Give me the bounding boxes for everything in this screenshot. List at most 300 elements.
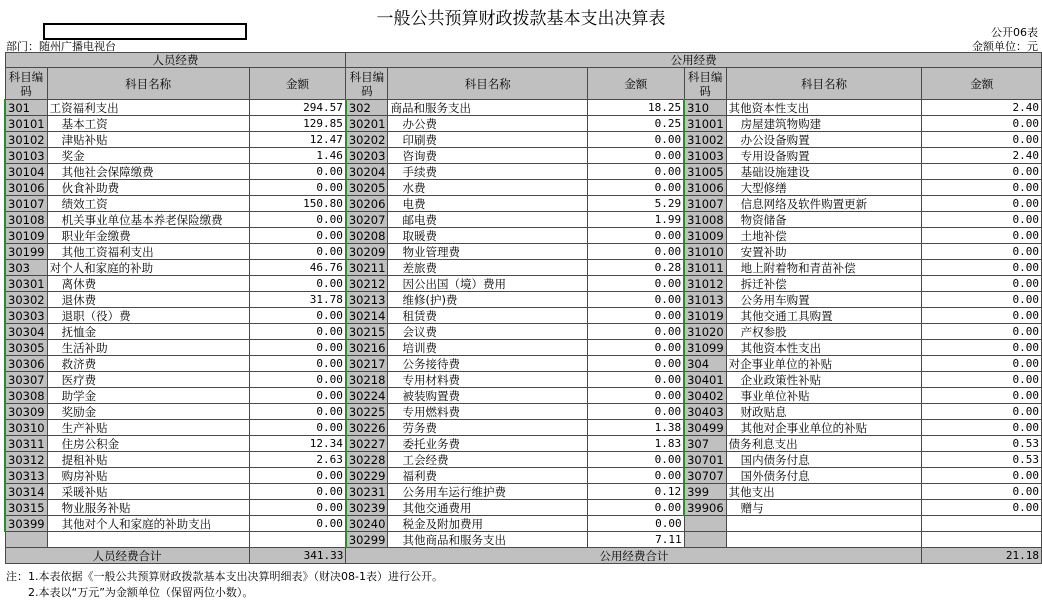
item-amount[interactable]: 0.00	[588, 516, 685, 532]
item-amount[interactable]: 0.00	[588, 324, 685, 340]
item-name[interactable]: 其他工资福利支出	[47, 244, 249, 260]
item-code[interactable]: 31005	[684, 164, 726, 180]
item-amount[interactable]: 0.00	[922, 276, 1042, 292]
item-name[interactable]: 其他资本性支出	[726, 100, 922, 116]
item-amount[interactable]: 0.00	[588, 308, 685, 324]
item-amount[interactable]: 0.00	[922, 388, 1042, 404]
item-name[interactable]: 拆迁补偿	[726, 276, 922, 292]
item-amount[interactable]: 0.00	[249, 212, 346, 228]
personnel-total-amount[interactable]: 341.33	[249, 548, 346, 564]
item-amount[interactable]: 0.00	[588, 164, 685, 180]
table-row	[5, 164, 1042, 180]
item-code[interactable]: 31010	[684, 244, 726, 260]
item-name[interactable]: 会议费	[388, 324, 588, 340]
item-name[interactable]: 信息网络及软件购置更新	[726, 196, 922, 212]
item-code[interactable]: 31006	[684, 180, 726, 196]
item-name[interactable]: 其他对企事业单位的补贴	[726, 420, 922, 436]
item-amount[interactable]: 0.00	[922, 372, 1042, 388]
item-code[interactable]: 30211	[346, 260, 388, 276]
table-row	[5, 148, 1042, 164]
item-name[interactable]: 机关事业单位基本养老保险缴费	[47, 212, 249, 228]
item-amount[interactable]: 0.00	[922, 484, 1042, 500]
section-personnel-header: 人员经费	[5, 53, 346, 68]
item-amount[interactable]: 129.85	[249, 116, 346, 132]
item-amount[interactable]: 1.46	[249, 148, 346, 164]
item-name[interactable]: 专用材料费	[388, 372, 588, 388]
item-code[interactable]: 30231	[346, 484, 388, 500]
item-name[interactable]: 其他交通工具购置	[726, 308, 922, 324]
item-code[interactable]: 31009	[684, 228, 726, 244]
item-name[interactable]: 提租补贴	[47, 452, 249, 468]
item-name[interactable]: 抚恤金	[47, 324, 249, 340]
item-code[interactable]: 30103	[5, 148, 47, 164]
item-code[interactable]: 30214	[346, 308, 388, 324]
item-code[interactable]: 301	[5, 100, 47, 116]
item-name[interactable]: 职业年金缴费	[47, 228, 249, 244]
item-code[interactable]: 30203	[346, 148, 388, 164]
item-name[interactable]: 工会经费	[388, 452, 588, 468]
item-amount[interactable]: 294.57	[249, 100, 346, 116]
item-name[interactable]: 国外债务付息	[726, 468, 922, 484]
section-public-header: 公用经费	[346, 53, 1042, 68]
note-line-2: 2.本表以“万元”为金额单位（保留两位小数）。	[6, 586, 254, 599]
table-row	[5, 452, 1042, 468]
item-code[interactable]: 30217	[346, 356, 388, 372]
item-amount[interactable]: 0.00	[922, 308, 1042, 324]
item-amount[interactable]: 0.53	[922, 436, 1042, 452]
table-row	[5, 228, 1042, 244]
item-amount[interactable]: 0.00	[922, 212, 1042, 228]
empty-cell[interactable]	[922, 516, 1042, 532]
item-code[interactable]: 30707	[684, 468, 726, 484]
item-name[interactable]: 基本工资	[47, 116, 249, 132]
item-code[interactable]: 30228	[346, 452, 388, 468]
item-code[interactable]: 39906	[684, 500, 726, 516]
item-code[interactable]: 31007	[684, 196, 726, 212]
item-amount[interactable]: 0.00	[588, 468, 685, 484]
item-amount[interactable]: 0.00	[249, 276, 346, 292]
item-name[interactable]: 伙食补助费	[47, 180, 249, 196]
item-name[interactable]: 助学金	[47, 388, 249, 404]
item-amount[interactable]: 0.00	[922, 292, 1042, 308]
item-name[interactable]: 咨询费	[388, 148, 588, 164]
item-name[interactable]: 公务用车运行维护费	[388, 484, 588, 500]
item-amount[interactable]: 0.00	[249, 388, 346, 404]
item-name[interactable]: 赠与	[726, 500, 922, 516]
item-code[interactable]: 30106	[5, 180, 47, 196]
table-row	[5, 372, 1042, 388]
item-code[interactable]: 30307	[5, 372, 47, 388]
item-amount[interactable]: 0.00	[249, 516, 346, 532]
item-name[interactable]: 物资储备	[726, 212, 922, 228]
item-name[interactable]: 对企事业单位的补贴	[726, 356, 922, 372]
item-code[interactable]: 30218	[346, 372, 388, 388]
table-row	[5, 196, 1042, 212]
item-name[interactable]: 房屋建筑物购建	[726, 116, 922, 132]
item-code[interactable]: 30101	[5, 116, 47, 132]
col-header-name: 科目名称	[388, 68, 588, 100]
col-header-amount: 金额	[249, 68, 346, 100]
item-code[interactable]: 30229	[346, 468, 388, 484]
item-code[interactable]: 30202	[346, 132, 388, 148]
item-code[interactable]: 307	[684, 436, 726, 452]
item-amount[interactable]: 0.00	[922, 420, 1042, 436]
amount-unit: 金额单位：元	[972, 40, 1038, 53]
item-code[interactable]: 30104	[5, 164, 47, 180]
item-code[interactable]: 30312	[5, 452, 47, 468]
item-amount[interactable]: 0.00	[922, 196, 1042, 212]
item-name[interactable]: 办公设备购置	[726, 132, 922, 148]
empty-cell[interactable]	[5, 532, 47, 548]
table-row	[5, 324, 1042, 340]
item-name[interactable]: 物业服务补贴	[47, 500, 249, 516]
table-row	[5, 276, 1042, 292]
item-code[interactable]: 31012	[684, 276, 726, 292]
table-row	[5, 132, 1042, 148]
col-header-name: 科目名称	[726, 68, 922, 100]
item-name[interactable]: 其他商品和服务支出	[388, 532, 588, 548]
item-code[interactable]: 399	[684, 484, 726, 500]
table-row	[5, 180, 1042, 196]
item-amount[interactable]: 2.40	[922, 100, 1042, 116]
item-amount[interactable]: 1.38	[588, 420, 685, 436]
item-code[interactable]: 30306	[5, 356, 47, 372]
table-row	[5, 244, 1042, 260]
item-amount[interactable]: 12.47	[249, 132, 346, 148]
department-label: 部门：随州广播电视台	[6, 40, 116, 53]
item-amount[interactable]: 0.00	[922, 260, 1042, 276]
public-total-amount[interactable]: 21.18	[922, 548, 1042, 564]
item-amount[interactable]: 0.00	[588, 244, 685, 260]
item-amount[interactable]: 0.00	[922, 468, 1042, 484]
item-code[interactable]: 30240	[346, 516, 388, 532]
item-code[interactable]: 31013	[684, 292, 726, 308]
item-name[interactable]: 租赁费	[388, 308, 588, 324]
item-code[interactable]: 30701	[684, 452, 726, 468]
item-name[interactable]: 企业政策性补贴	[726, 372, 922, 388]
item-name[interactable]: 债务利息支出	[726, 436, 922, 452]
item-amount[interactable]: 0.00	[922, 404, 1042, 420]
item-name[interactable]: 大型修缮	[726, 180, 922, 196]
item-name[interactable]: 邮电费	[388, 212, 588, 228]
item-name[interactable]: 印刷费	[388, 132, 588, 148]
item-code[interactable]: 31008	[684, 212, 726, 228]
item-name[interactable]: 因公出国（境）费用	[388, 276, 588, 292]
item-name[interactable]: 国内债务付息	[726, 452, 922, 468]
item-name[interactable]: 工资福利支出	[47, 100, 249, 116]
item-name[interactable]: 物业管理费	[388, 244, 588, 260]
item-code[interactable]: 30401	[684, 372, 726, 388]
item-amount[interactable]: 0.00	[249, 164, 346, 180]
item-code[interactable]: 30310	[5, 420, 47, 436]
item-name[interactable]: 维修(护)费	[388, 292, 588, 308]
page-title: 一般公共预算财政拨款基本支出决算表	[376, 9, 666, 29]
item-amount[interactable]: 1.83	[588, 436, 685, 452]
item-code[interactable]: 30212	[346, 276, 388, 292]
item-amount[interactable]: 2.63	[249, 452, 346, 468]
public-total-label: 公用经费合计	[346, 548, 922, 564]
item-amount[interactable]: 12.34	[249, 436, 346, 452]
item-code[interactable]: 30399	[5, 516, 47, 532]
table-row	[5, 212, 1042, 228]
item-amount[interactable]: 0.00	[922, 132, 1042, 148]
item-amount[interactable]: 0.00	[922, 116, 1042, 132]
item-code[interactable]: 30209	[346, 244, 388, 260]
item-name[interactable]: 公务接待费	[388, 356, 588, 372]
item-code[interactable]: 303	[5, 260, 47, 276]
item-code[interactable]: 30216	[346, 340, 388, 356]
item-code[interactable]: 30227	[346, 436, 388, 452]
empty-cell[interactable]	[249, 532, 346, 548]
item-code[interactable]: 31002	[684, 132, 726, 148]
item-amount[interactable]: 0.00	[588, 356, 685, 372]
item-amount[interactable]: 0.00	[588, 180, 685, 196]
note-line-1: 注：1.本表依据《一般公共预算财政拨款基本支出决算明细表》（财决08-1表）进行公开。	[6, 570, 443, 583]
item-name[interactable]: 商品和服务支出	[388, 100, 588, 116]
item-amount[interactable]: 0.00	[249, 484, 346, 500]
item-code[interactable]: 30309	[5, 404, 47, 420]
item-amount[interactable]: 0.00	[588, 340, 685, 356]
item-name[interactable]: 手续费	[388, 164, 588, 180]
item-code[interactable]: 30303	[5, 308, 47, 324]
item-amount[interactable]: 150.80	[249, 196, 346, 212]
table-row	[5, 420, 1042, 436]
item-code[interactable]: 30205	[346, 180, 388, 196]
item-code[interactable]: 30108	[5, 212, 47, 228]
table-row	[5, 532, 1042, 548]
item-code[interactable]: 31001	[684, 116, 726, 132]
item-name[interactable]: 财政贴息	[726, 404, 922, 420]
item-name[interactable]: 事业单位补贴	[726, 388, 922, 404]
item-name[interactable]: 水费	[388, 180, 588, 196]
col-header-code: 科目编码	[5, 68, 47, 100]
item-amount[interactable]: 0.12	[588, 484, 685, 500]
item-name[interactable]: 医疗费	[47, 372, 249, 388]
item-code[interactable]: 30224	[346, 388, 388, 404]
item-amount[interactable]: 1.99	[588, 212, 685, 228]
form-number: 公开06表	[991, 26, 1038, 39]
item-name[interactable]: 救济费	[47, 356, 249, 372]
item-name[interactable]: 购房补贴	[47, 468, 249, 484]
item-amount[interactable]: 0.00	[249, 180, 346, 196]
item-name[interactable]: 基础设施建设	[726, 164, 922, 180]
item-name[interactable]: 其他资本性支出	[726, 340, 922, 356]
col-header-amount: 金额	[922, 68, 1042, 100]
item-name[interactable]: 电费	[388, 196, 588, 212]
item-amount[interactable]: 0.00	[249, 500, 346, 516]
item-code[interactable]: 30206	[346, 196, 388, 212]
table-row	[5, 340, 1042, 356]
item-amount[interactable]: 0.00	[922, 324, 1042, 340]
item-code[interactable]: 30107	[5, 196, 47, 212]
table-row	[5, 100, 1042, 116]
empty-cell[interactable]	[47, 532, 249, 548]
item-amount[interactable]: 0.00	[249, 356, 346, 372]
item-name[interactable]: 奖金	[47, 148, 249, 164]
item-name[interactable]: 其他支出	[726, 484, 922, 500]
item-amount[interactable]: 5.29	[588, 196, 685, 212]
empty-cell[interactable]	[684, 532, 726, 548]
item-amount[interactable]: 0.00	[249, 324, 346, 340]
item-name[interactable]: 退职（役）费	[47, 308, 249, 324]
item-code[interactable]: 30311	[5, 436, 47, 452]
empty-cell[interactable]	[684, 516, 726, 532]
item-code[interactable]: 30299	[346, 532, 388, 548]
item-name[interactable]: 产权参股	[726, 324, 922, 340]
item-amount[interactable]: 0.53	[922, 452, 1042, 468]
item-name[interactable]: 委托业务费	[388, 436, 588, 452]
item-amount[interactable]: 0.00	[249, 228, 346, 244]
item-name[interactable]: 其他对个人和家庭的补助支出	[47, 516, 249, 532]
item-amount[interactable]: 0.00	[588, 132, 685, 148]
item-amount[interactable]: 0.00	[588, 292, 685, 308]
item-name[interactable]: 绩效工资	[47, 196, 249, 212]
item-name[interactable]: 对个人和家庭的补助	[47, 260, 249, 276]
item-amount[interactable]: 0.00	[588, 452, 685, 468]
item-name[interactable]: 其他交通费用	[388, 500, 588, 516]
item-amount[interactable]: 0.00	[588, 372, 685, 388]
table-row	[5, 404, 1042, 420]
table-row	[5, 388, 1042, 404]
item-amount[interactable]: 0.00	[588, 276, 685, 292]
item-amount[interactable]: 31.78	[249, 292, 346, 308]
item-name[interactable]: 劳务费	[388, 420, 588, 436]
item-amount[interactable]: 0.00	[588, 228, 685, 244]
item-name[interactable]: 税金及附加费用	[388, 516, 588, 532]
totals-row	[5, 548, 1042, 564]
item-code[interactable]: 30204	[346, 164, 388, 180]
item-code[interactable]: 30313	[5, 468, 47, 484]
item-code[interactable]: 30199	[5, 244, 47, 260]
item-code[interactable]: 30315	[5, 500, 47, 516]
item-code[interactable]: 30213	[346, 292, 388, 308]
item-amount[interactable]: 0.00	[922, 228, 1042, 244]
item-amount[interactable]: 0.28	[588, 260, 685, 276]
item-amount[interactable]: 2.40	[922, 148, 1042, 164]
table-row	[5, 292, 1042, 308]
table-row	[5, 356, 1042, 372]
item-code[interactable]: 30308	[5, 388, 47, 404]
item-code[interactable]: 30314	[5, 484, 47, 500]
col-header-code: 科目编码	[684, 68, 726, 100]
item-name[interactable]: 津贴补贴	[47, 132, 249, 148]
item-code[interactable]: 31020	[684, 324, 726, 340]
col-header-name: 科目名称	[47, 68, 249, 100]
item-name[interactable]: 专用设备购置	[726, 148, 922, 164]
item-code[interactable]: 31099	[684, 340, 726, 356]
item-amount[interactable]: 0.00	[588, 388, 685, 404]
item-code[interactable]: 30225	[346, 404, 388, 420]
item-name[interactable]: 取暖费	[388, 228, 588, 244]
item-code[interactable]: 30301	[5, 276, 47, 292]
item-amount[interactable]: 46.76	[249, 260, 346, 276]
item-amount[interactable]: 0.00	[922, 244, 1042, 260]
item-name[interactable]: 被装购置费	[388, 388, 588, 404]
item-code[interactable]: 30208	[346, 228, 388, 244]
item-name[interactable]: 福利费	[388, 468, 588, 484]
item-code[interactable]: 304	[684, 356, 726, 372]
item-code[interactable]: 30304	[5, 324, 47, 340]
item-amount[interactable]: 0.00	[249, 372, 346, 388]
item-amount[interactable]: 0.00	[249, 340, 346, 356]
item-code[interactable]: 30403	[684, 404, 726, 420]
table-row	[5, 436, 1042, 452]
item-name[interactable]: 办公费	[388, 116, 588, 132]
item-code[interactable]: 30302	[5, 292, 47, 308]
item-name[interactable]: 离休费	[47, 276, 249, 292]
item-code[interactable]: 30499	[684, 420, 726, 436]
item-amount[interactable]: 0.00	[922, 356, 1042, 372]
table-row	[5, 516, 1042, 532]
empty-cell[interactable]	[922, 532, 1042, 548]
item-name[interactable]: 土地补偿	[726, 228, 922, 244]
item-amount[interactable]: 0.00	[588, 148, 685, 164]
item-code[interactable]: 30102	[5, 132, 47, 148]
col-header-code: 科目编码	[346, 68, 388, 100]
item-name[interactable]: 奖励金	[47, 404, 249, 420]
table-row	[5, 308, 1042, 324]
item-name[interactable]: 其他社会保障缴费	[47, 164, 249, 180]
table-row	[5, 116, 1042, 132]
item-amount[interactable]: 0.00	[249, 468, 346, 484]
item-code[interactable]: 30215	[346, 324, 388, 340]
item-code[interactable]: 31011	[684, 260, 726, 276]
item-code[interactable]: 30305	[5, 340, 47, 356]
item-amount[interactable]: 0.00	[249, 420, 346, 436]
item-amount[interactable]: 0.00	[922, 164, 1042, 180]
empty-cell[interactable]	[726, 532, 922, 548]
item-name[interactable]: 采暖补贴	[47, 484, 249, 500]
item-amount[interactable]: 18.25	[588, 100, 685, 116]
item-name[interactable]: 生活补助	[47, 340, 249, 356]
item-name[interactable]: 公务用车购置	[726, 292, 922, 308]
item-name[interactable]: 生产补贴	[47, 420, 249, 436]
item-code[interactable]: 31019	[684, 308, 726, 324]
empty-cell[interactable]	[726, 516, 922, 532]
personnel-total-label: 人员经费合计	[5, 548, 249, 564]
item-amount[interactable]: 7.11	[588, 532, 685, 548]
item-amount[interactable]: 0.00	[922, 180, 1042, 196]
item-amount[interactable]: 0.00	[249, 244, 346, 260]
col-header-amount: 金额	[588, 68, 685, 100]
item-code[interactable]: 310	[684, 100, 726, 116]
item-code[interactable]: 30201	[346, 116, 388, 132]
item-code[interactable]: 30239	[346, 500, 388, 516]
item-amount[interactable]: 0.00	[249, 308, 346, 324]
item-amount[interactable]: 0.00	[922, 500, 1042, 516]
item-code[interactable]: 30109	[5, 228, 47, 244]
item-name[interactable]: 住房公积金	[47, 436, 249, 452]
item-code[interactable]: 30402	[684, 388, 726, 404]
item-name[interactable]: 专用燃料费	[388, 404, 588, 420]
item-name[interactable]: 培训费	[388, 340, 588, 356]
item-amount[interactable]: 0.00	[588, 500, 685, 516]
item-code[interactable]: 30207	[346, 212, 388, 228]
table-row	[5, 468, 1042, 484]
item-code[interactable]: 31003	[684, 148, 726, 164]
item-name[interactable]: 地上附着物和青苗补偿	[726, 260, 922, 276]
table-row	[5, 484, 1042, 500]
item-name[interactable]: 差旅费	[388, 260, 588, 276]
item-amount[interactable]: 0.00	[922, 340, 1042, 356]
item-amount[interactable]: 0.25	[588, 116, 685, 132]
item-name[interactable]: 退休费	[47, 292, 249, 308]
item-amount[interactable]: 0.00	[588, 404, 685, 420]
item-amount[interactable]: 0.00	[249, 404, 346, 420]
item-code[interactable]: 30226	[346, 420, 388, 436]
item-name[interactable]: 安置补助	[726, 244, 922, 260]
item-code[interactable]: 302	[346, 100, 388, 116]
